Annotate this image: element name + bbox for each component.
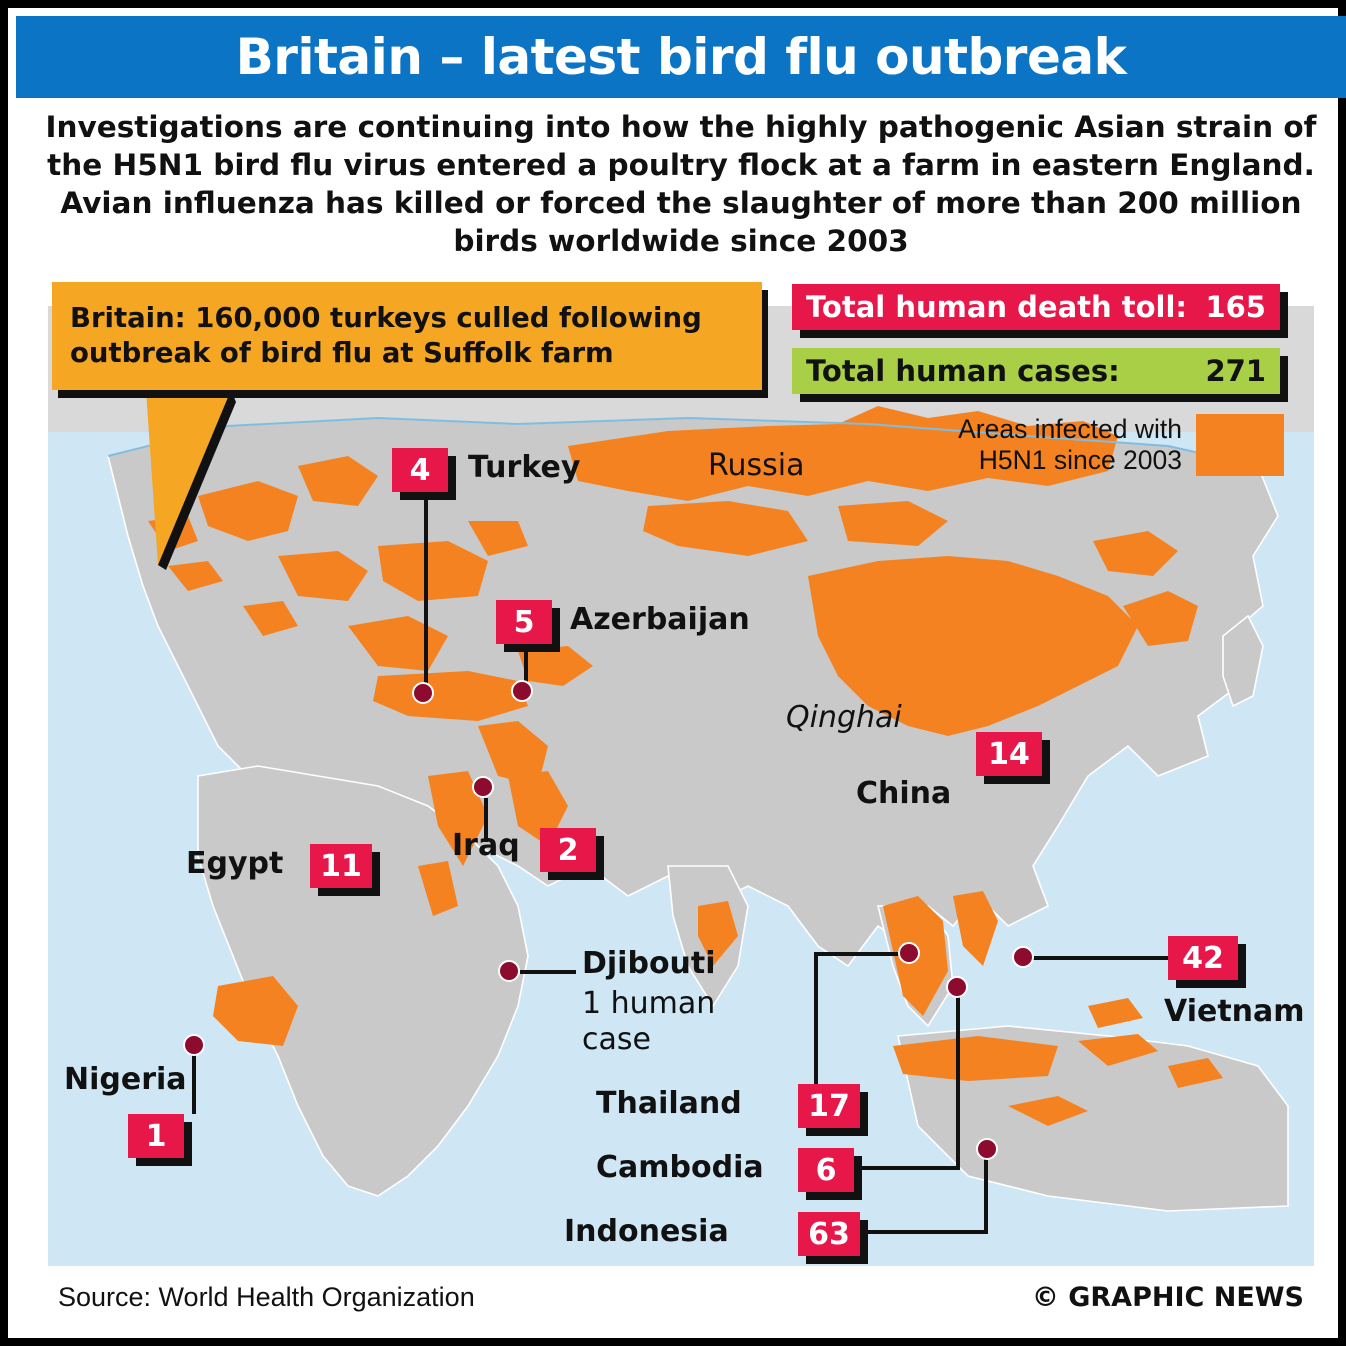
label-djibouti: Djibouti xyxy=(582,946,716,981)
leader-nigeria xyxy=(192,1052,196,1114)
death-toll-label: Total human death toll: xyxy=(806,290,1188,324)
total-human-cases xyxy=(792,348,1280,394)
label-azerbaijan: Azerbaijan xyxy=(570,602,750,637)
label-thailand: Thailand xyxy=(596,1086,742,1121)
marker-turkey xyxy=(412,682,434,704)
leader-thailand-h xyxy=(814,952,910,956)
badge-turkey: 4 xyxy=(392,448,448,492)
badge-indonesia: 63 xyxy=(798,1212,860,1256)
label-cambodia: Cambodia xyxy=(596,1150,764,1185)
label-vietnam: Vietnam xyxy=(1164,994,1305,1029)
leader-vietnam xyxy=(1030,956,1170,960)
label-egypt: Egypt xyxy=(186,846,284,881)
badge-thailand: 17 xyxy=(798,1084,860,1128)
cases-label: Total human cases: xyxy=(806,354,1120,388)
badge-china: 14 xyxy=(976,732,1042,776)
badge-azerbaijan: 5 xyxy=(496,600,552,644)
marker-thailand xyxy=(898,942,920,964)
leader-thailand-v xyxy=(814,952,818,1084)
marker-iraq xyxy=(472,776,494,798)
badge-cambodia: 6 xyxy=(798,1148,854,1192)
leader-indonesia-h xyxy=(860,1230,988,1234)
badge-vietnam: 42 xyxy=(1168,936,1238,980)
marker-indonesia xyxy=(976,1138,998,1160)
label-iraq: Iraq xyxy=(452,828,520,863)
source-text: Source: World Health Organization xyxy=(58,1281,475,1312)
standfirst-text: Investigations are continuing into how the highly pathogenic Asian strain of the H5N1 bird flu virus entered a poultry flock at a farm in eastern England. Avian influenza has killed or forced the slaughter of more than 200 million birds worldwide since 2003 xyxy=(45,110,1317,258)
label-qinghai: Qinghai xyxy=(786,700,902,735)
marker-azerbaijan xyxy=(511,680,533,702)
marker-djibouti xyxy=(498,960,520,982)
leader-turkey xyxy=(424,490,428,692)
marker-nigeria xyxy=(183,1034,205,1056)
britain-callout-text: Britain: 160,000 turkeys culled following outbreak of bird flu at Suffolk farm xyxy=(70,302,702,369)
badge-iraq: 2 xyxy=(540,828,596,872)
page-title-bar xyxy=(16,16,1346,98)
label-indonesia: Indonesia xyxy=(564,1214,729,1249)
total-death-toll xyxy=(792,284,1280,330)
leader-cambodia-v xyxy=(956,986,960,1168)
label-china: China xyxy=(856,776,952,811)
credit-text: © GRAPHIC NEWS xyxy=(1031,1281,1304,1313)
page-title: Britain – latest bird flu outbreak xyxy=(235,28,1127,86)
label-nigeria: Nigeria xyxy=(64,1062,187,1097)
label-russia: Russia xyxy=(708,448,805,483)
marker-cambodia xyxy=(946,976,968,998)
callout-tail xyxy=(136,390,236,570)
badge-egypt: 11 xyxy=(310,844,372,888)
badge-nigeria: 1 xyxy=(128,1114,184,1158)
leader-indonesia-v xyxy=(984,1156,988,1234)
map-legend xyxy=(892,412,1284,478)
legend-label: Areas infected with H5N1 since 2003 xyxy=(958,414,1182,475)
leader-cambodia-h xyxy=(854,1166,960,1170)
label-djibouti-sub: 1 human case xyxy=(582,986,716,1057)
footer xyxy=(48,1266,1314,1328)
label-turkey: Turkey xyxy=(468,450,581,485)
death-toll-value: 165 xyxy=(1205,290,1266,324)
leader-djibouti xyxy=(520,970,576,974)
legend-color-swatch xyxy=(1196,414,1284,476)
cases-value: 271 xyxy=(1205,354,1266,388)
marker-vietnam xyxy=(1012,946,1034,968)
britain-callout xyxy=(52,282,762,390)
